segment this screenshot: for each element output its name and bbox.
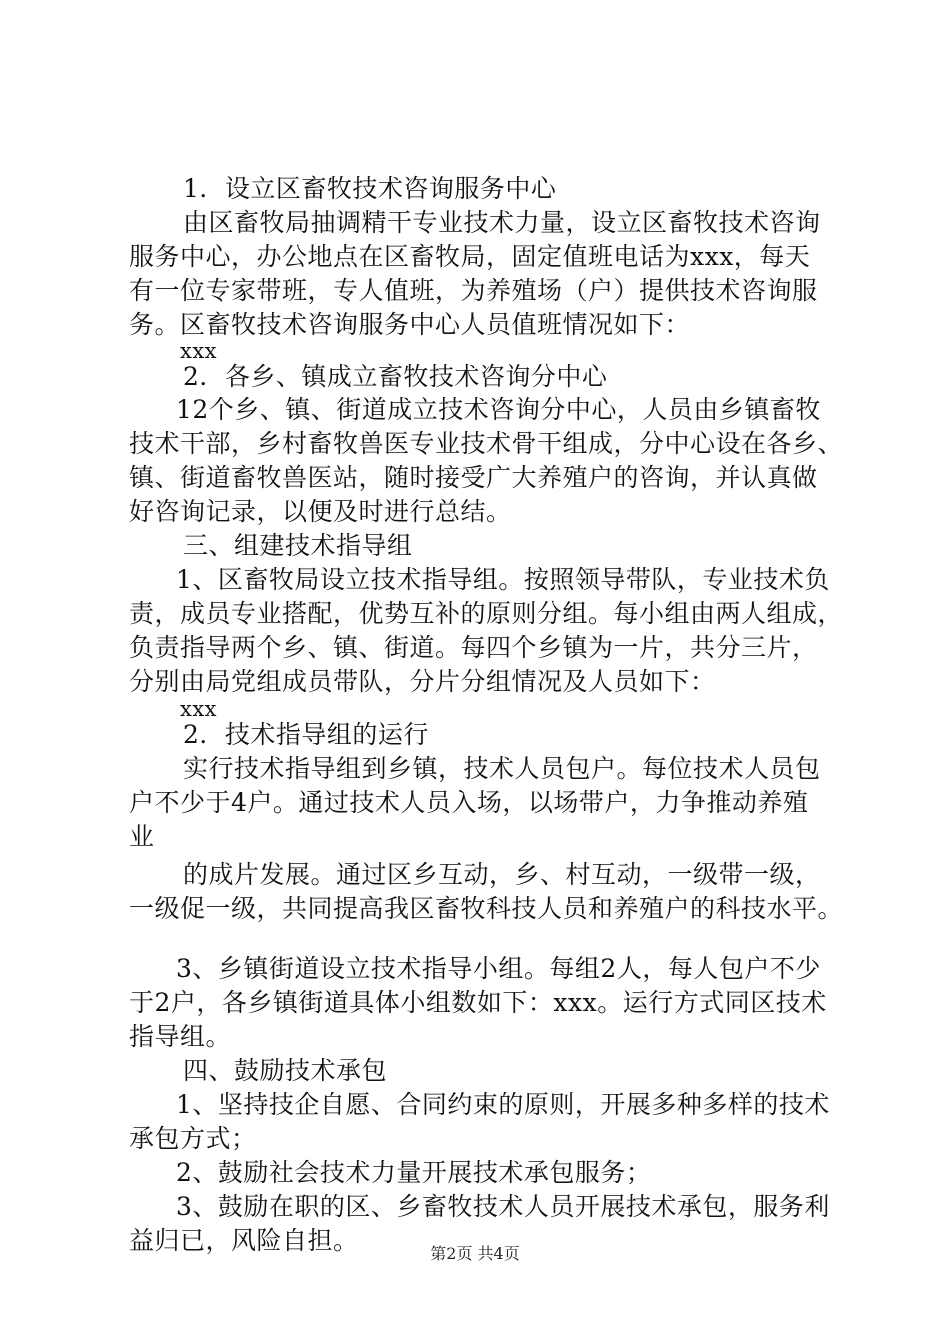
paragraph-line: 益归已，风险自担。 — [129, 1226, 359, 1255]
page-number-footer: 第2页 共4页 — [430, 1244, 520, 1263]
paragraph-line: 2、鼓励社会技术力量开展技术承包服务； — [176, 1158, 652, 1187]
paragraph-line: 服务中心，办公地点在区畜牧局，固定值班电话为xxx，每天 — [129, 242, 811, 271]
paragraph-line: 责，成员专业搭配，优势互补的原则分组。每小组由两人组成， — [129, 599, 844, 628]
paragraph-line: 业 — [129, 822, 155, 851]
paragraph-line: 3、乡镇街道设立技术指导小组。每组2人，每人包户不少 — [176, 954, 821, 983]
paragraph-line: 承包方式； — [129, 1124, 257, 1153]
paragraph-line: 负责指导两个乡、镇、街道。每四个乡镇为一片，共分三片， — [129, 633, 818, 662]
paragraph-line: 技术干部，乡村畜牧兽医专业技术骨干组成，分中心设在各乡、 — [129, 429, 844, 458]
paragraph-line: 的成片发展。通过区乡互动，乡、村互动，一级带一级， — [183, 860, 821, 889]
section-heading: 2．各乡、镇成立畜牧技术咨询分中心 — [183, 362, 608, 391]
paragraph-line: 有一位专家带班，专人值班，为养殖场（户）提供技术咨询服 — [129, 276, 818, 305]
paragraph-line: 务。区畜牧技术咨询服务中心人员值班情况如下： — [129, 310, 691, 339]
paragraph-line: 一级促一级，共同提高我区畜牧科技人员和养殖户的科技水平。 — [129, 894, 844, 923]
paragraph-line: 3、鼓励在职的区、乡畜牧技术人员开展技术承包，服务利 — [176, 1192, 830, 1221]
paragraph-line: 由区畜牧局抽调精干专业技术力量，设立区畜牧技术咨询 — [183, 208, 821, 237]
placeholder-text: xxx — [180, 697, 218, 721]
paragraph-line: 实行技术指导组到乡镇，技术人员包户。每位技术人员包 — [183, 754, 821, 783]
paragraph-line: 镇、街道畜牧兽医站，随时接受广大养殖户的咨询，并认真做 — [129, 463, 818, 492]
section-heading: 三、组建技术指导组 — [183, 531, 413, 560]
paragraph-line: 于2户，各乡镇街道具体小组数如下：xxx。运行方式同区技术 — [129, 988, 827, 1017]
paragraph-line: 12个乡、镇、街道成立技术咨询分中心，人员由乡镇畜牧 — [176, 395, 821, 424]
paragraph-line: 1、坚持技企自愿、合同约束的原则，开展多种多样的技术 — [176, 1090, 830, 1119]
section-heading: 1．设立区畜牧技术咨询服务中心 — [183, 174, 557, 203]
paragraph-line: 户不少于4户。通过技术人员入场，以场带户，力争推动养殖 — [129, 788, 809, 817]
section-heading: 四、鼓励技术承包 — [183, 1056, 388, 1085]
paragraph-line: 指导组。 — [129, 1022, 232, 1051]
section-heading: 2．技术指导组的运行 — [183, 720, 429, 749]
paragraph-line: 分别由局党组成员带队，分片分组情况及人员如下： — [129, 667, 716, 696]
paragraph-line: 1、区畜牧局设立技术指导组。按照领导带队，专业技术负 — [176, 565, 830, 594]
paragraph-line: 好咨询记录，以便及时进行总结。 — [129, 497, 512, 526]
placeholder-text: xxx — [180, 339, 218, 363]
